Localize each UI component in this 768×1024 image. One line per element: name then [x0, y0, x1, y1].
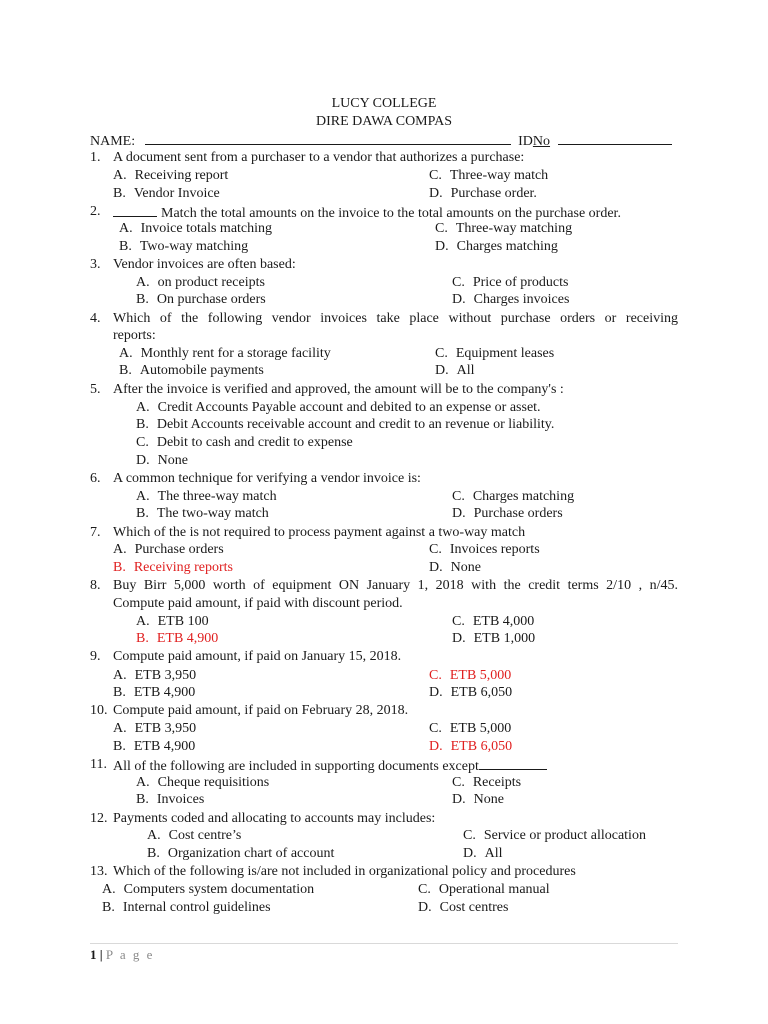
q3-option-a: A. on product receipts — [136, 275, 265, 290]
q10-option-d-answer: D. ETB 6,050 — [429, 739, 513, 754]
question-6-number: 6. — [90, 471, 101, 486]
question-4-number: 4. — [90, 311, 101, 326]
question-9-text: Compute paid amount, if paid on January 15, 2018. — [113, 649, 402, 664]
q7-option-b-answer: B. Receiving reports — [113, 560, 233, 575]
q6-option-b: B. The two-way match — [136, 506, 269, 521]
college-title: LUCY COLLEGE — [331, 96, 437, 111]
question-4-text: Which of the following vendor invoices take place without purchase orders or receiving — [113, 311, 678, 326]
q8-option-a: A. ETB 100 — [136, 614, 209, 629]
q9-option-d: D. ETB 6,050 — [429, 685, 513, 700]
q2-blank[interactable] — [113, 203, 157, 217]
q13-option-b: B. Internal control guidelines — [102, 900, 271, 915]
q6-option-d: D. Purchase orders — [452, 506, 563, 521]
question-6-text: A common technique for verifying a vendor invoice is: — [113, 471, 421, 486]
q13-option-d: D. Cost centres — [418, 900, 509, 915]
q5-option-a: A. Credit Accounts Payable account and debited to an expense or asset. — [136, 400, 541, 415]
q10-option-c: C. ETB 5,000 — [429, 721, 512, 736]
id-label: ID — [518, 134, 533, 149]
q6-option-a: A. The three-way match — [136, 489, 277, 504]
question-11-number: 11. — [90, 757, 107, 772]
question-12-text: Payments coded and allocating to accounts may includes: — [113, 811, 436, 826]
question-10-text: Compute paid amount, if paid on February 28, 2018. — [113, 703, 409, 718]
question-3-text: Vendor invoices are often based: — [113, 257, 296, 272]
q1-option-c: C. Three-way match — [429, 168, 549, 183]
page-number: 1 — [90, 947, 97, 962]
question-7-text: Which of the is not required to process payment against a two-way match — [113, 525, 526, 540]
question-1-text: A document sent from a purchaser to a vendor that authorizes a purchase: — [113, 150, 525, 165]
q12-option-b: B. Organization chart of account — [147, 846, 335, 861]
q2-option-b: B. Two-way matching — [119, 239, 249, 254]
question-7-number: 7. — [90, 525, 101, 540]
q5-option-c: C. Debit to cash and credit to expense — [136, 435, 353, 450]
q1-option-b: B. Vendor Invoice — [113, 186, 220, 201]
name-label: NAME: — [90, 134, 136, 149]
q11-option-a: A. Cheque requisitions — [136, 775, 270, 790]
q3-option-d: D. Charges invoices — [452, 292, 570, 307]
q11-option-b: B. Invoices — [136, 792, 205, 807]
q4-option-d: D. All — [435, 363, 475, 378]
question-8-text-cont: Compute paid amount, if paid with discount period. — [113, 596, 403, 611]
q3-option-b: B. On purchase orders — [136, 292, 266, 307]
question-2-text: Match the total amounts on the invoice to the total amounts on the purchase order. — [161, 206, 621, 221]
question-11-text: All of the following are included in supporting documents except — [113, 759, 479, 774]
q4-option-c: C. Equipment leases — [435, 346, 555, 361]
name-row — [90, 131, 672, 151]
question-8-number: 8. — [90, 578, 101, 593]
q7-option-a: A. Purchase orders — [113, 542, 224, 557]
q10-option-a: A. ETB 3,950 — [113, 721, 197, 736]
question-5-number: 5. — [90, 382, 101, 397]
question-1-number: 1. — [90, 150, 101, 165]
q12-option-a: A. Cost centre’s — [147, 828, 242, 843]
page-footer — [90, 946, 154, 964]
question-4-text-cont: reports: — [113, 328, 156, 343]
question-11-row — [113, 756, 547, 776]
q4-option-b: B. Automobile payments — [119, 363, 264, 378]
q8-option-c: C. ETB 4,000 — [452, 614, 535, 629]
footer-divider — [90, 943, 678, 944]
id-blank[interactable] — [558, 131, 672, 145]
page-separator: | — [99, 947, 103, 962]
name-blank[interactable] — [145, 131, 511, 145]
q2-option-c: C. Three-way matching — [435, 221, 573, 236]
q11-blank[interactable] — [479, 756, 547, 770]
question-13-text: Which of the following is/are not included in organizational policy and procedures — [113, 864, 576, 879]
q10-option-b: B. ETB 4,900 — [113, 739, 196, 754]
question-10-number: 10. — [90, 703, 108, 718]
q2-option-d: D. Charges matching — [435, 239, 558, 254]
question-3-number: 3. — [90, 257, 101, 272]
q6-option-c: C. Charges matching — [452, 489, 575, 504]
question-9-number: 9. — [90, 649, 101, 664]
question-13-number: 13. — [90, 864, 108, 879]
q9-option-c-answer: C. ETB 5,000 — [429, 668, 512, 683]
question-12-number: 12. — [90, 811, 108, 826]
q5-option-b: B. Debit Accounts receivable account and credit to an revenue or liability. — [136, 417, 555, 432]
q12-option-c: C. Service or product allocation — [463, 828, 646, 843]
q13-option-c: C. Operational manual — [418, 882, 550, 897]
q13-option-a: A. Computers system documentation — [102, 882, 315, 897]
campus-title: DIRE DAWA COMPAS — [315, 114, 453, 129]
question-2-number: 2. — [90, 204, 101, 219]
q9-option-a: A. ETB 3,950 — [113, 668, 197, 683]
question-5-text: After the invoice is verified and approved, the amount will be to the company's : — [113, 382, 564, 397]
q2-option-a: A. Invoice totals matching — [119, 221, 273, 236]
q7-option-d: D. None — [429, 560, 481, 575]
q7-option-c: C. Invoices reports — [429, 542, 540, 557]
id-no-label: No — [532, 134, 551, 149]
q8-option-d: D. ETB 1,000 — [452, 631, 536, 646]
q1-option-a: A. Receiving report — [113, 168, 229, 183]
q4-option-a: A. Monthly rent for a storage facility — [119, 346, 331, 361]
q5-option-d: D. None — [136, 453, 188, 468]
q9-option-b: B. ETB 4,900 — [113, 685, 196, 700]
q8-option-b-answer: B. ETB 4,900 — [136, 631, 219, 646]
q3-option-c: C. Price of products — [452, 275, 569, 290]
q1-option-d: D. Purchase order. — [429, 186, 537, 201]
q11-option-c: C. Receipts — [452, 775, 522, 790]
q12-option-d: D. All — [463, 846, 503, 861]
page-label: P a g e — [105, 947, 155, 962]
question-8-text: Buy Birr 5,000 worth of equipment ON January 1, 2018 with the credit terms 2/10 , n/45. — [113, 578, 678, 593]
q11-option-d: D. None — [452, 792, 504, 807]
